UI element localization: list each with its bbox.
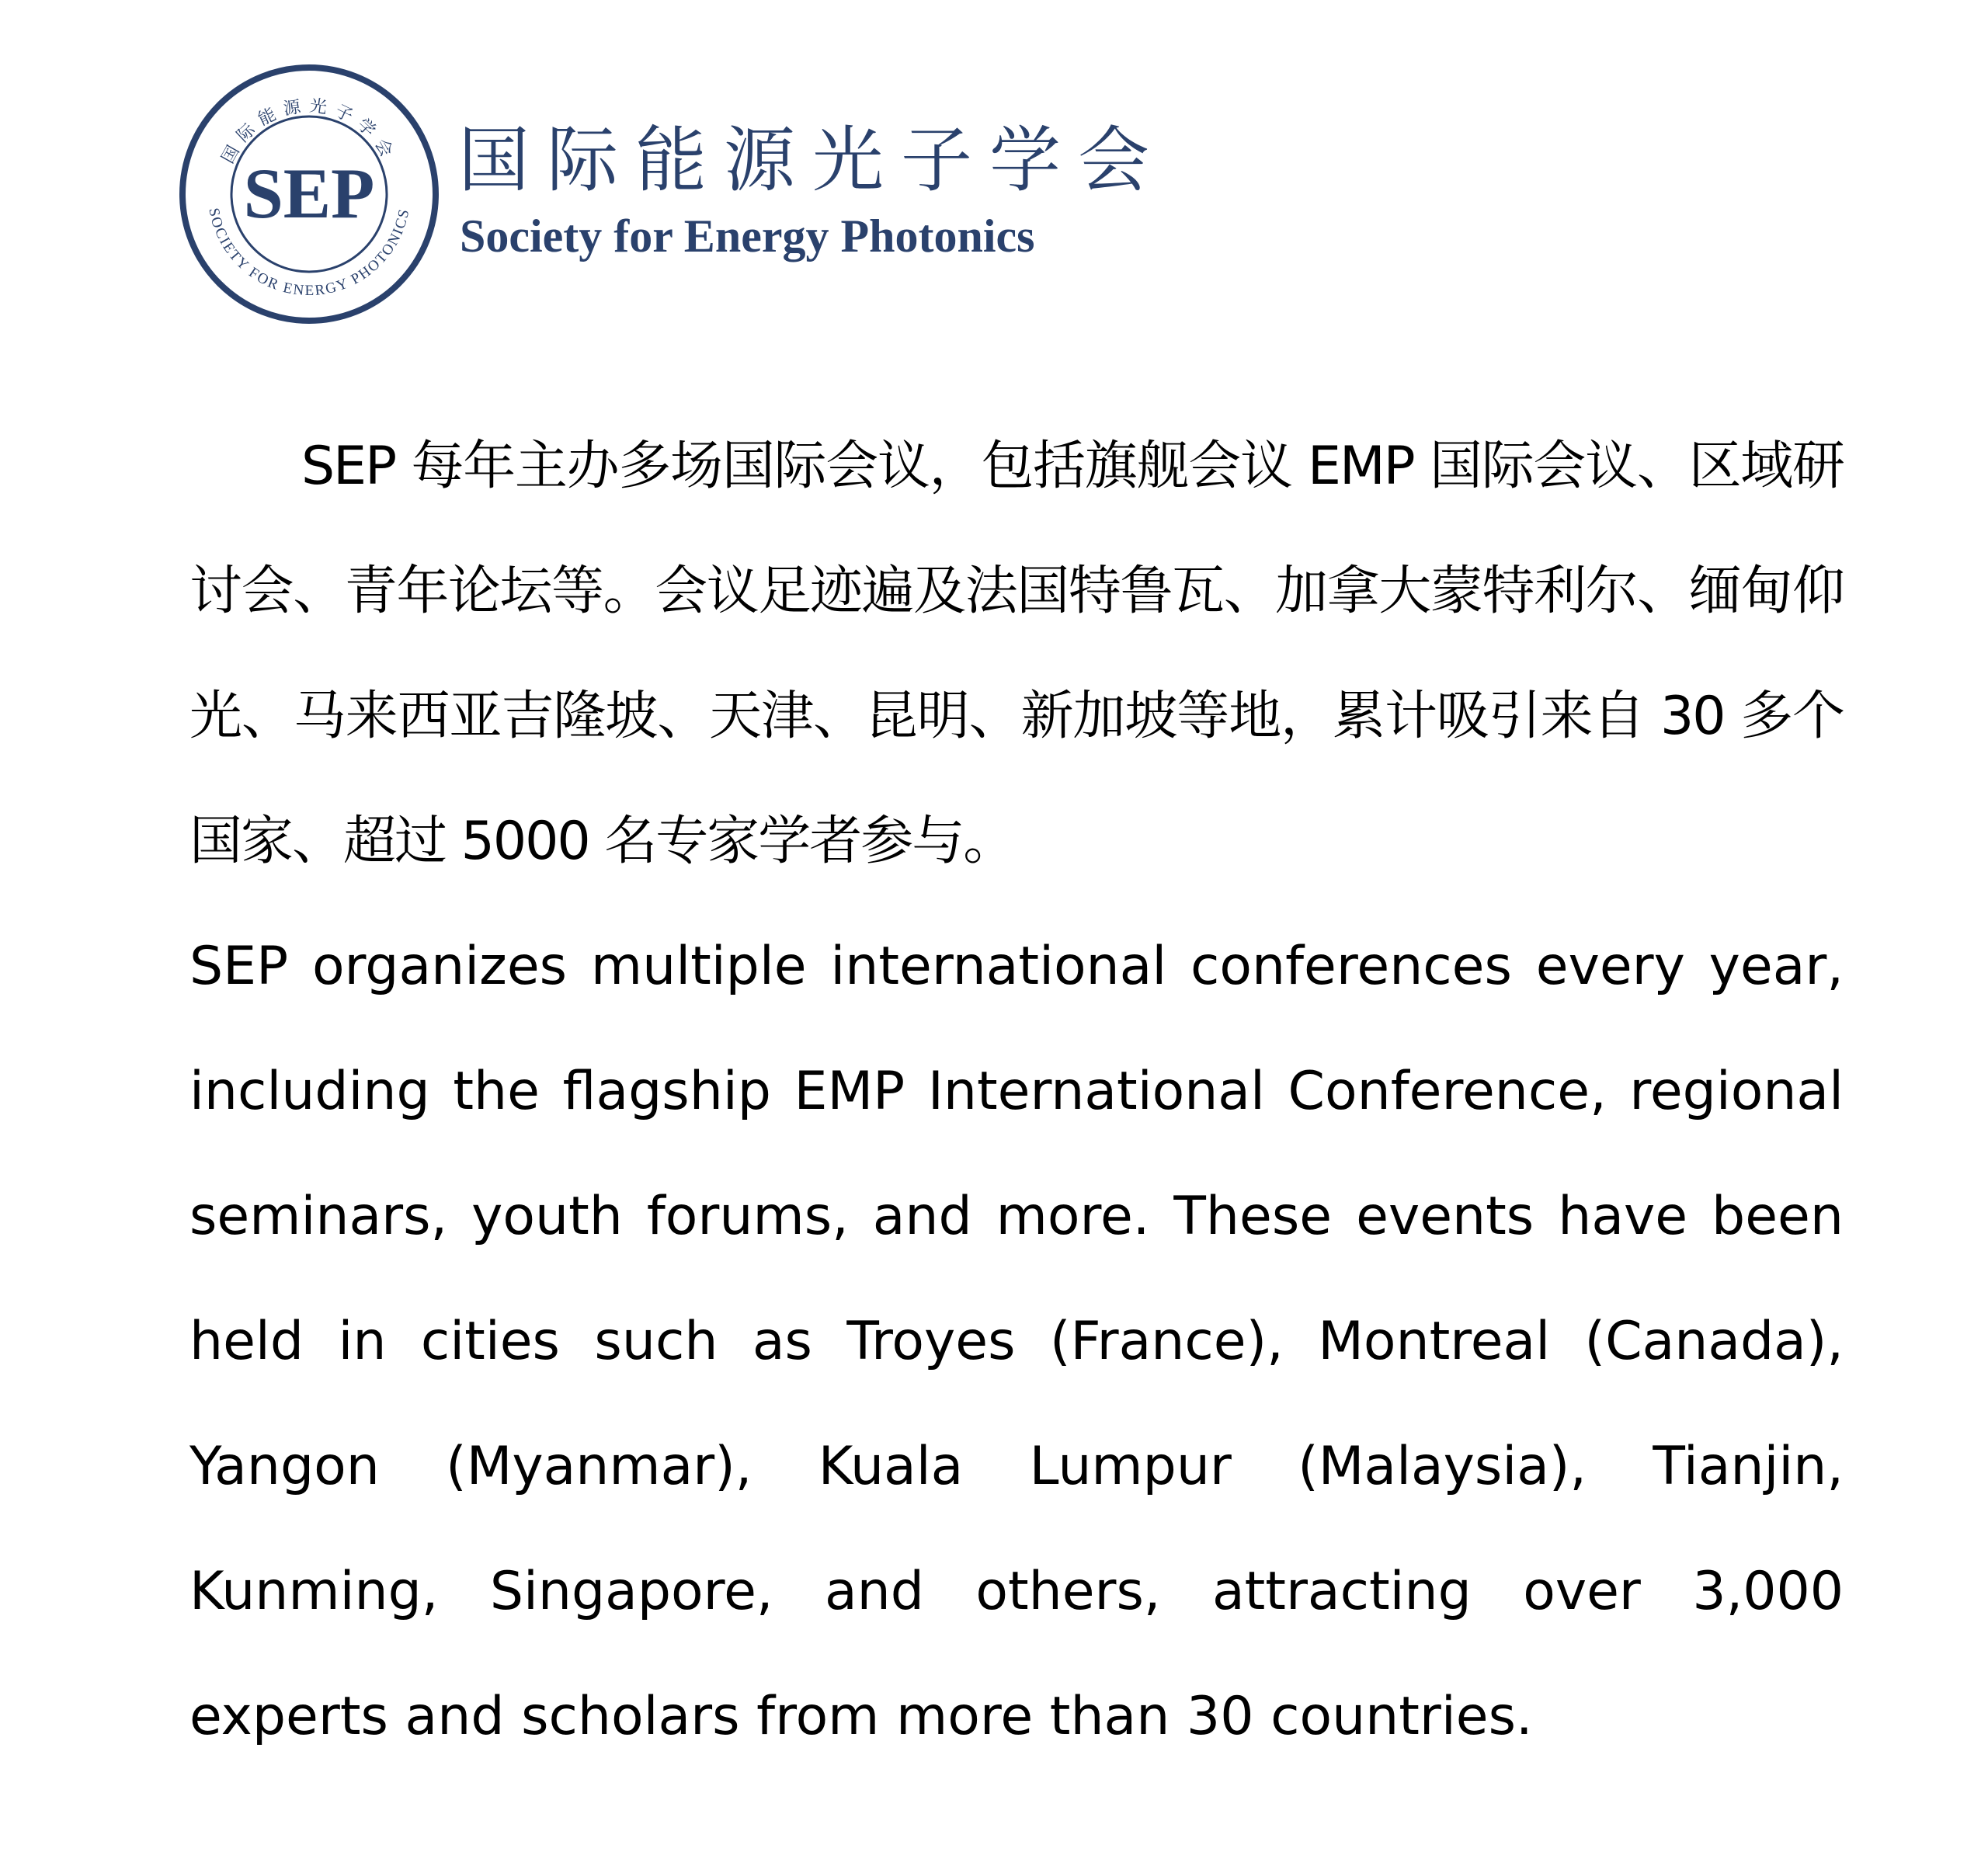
paragraph-english: SEP organizes multiple international conferences every year, including the flagship EMP International Conference, regional seminars, youth forums, and more. These events have been held in cities such as Troyes (France), Montreal (Canada), Yangon (Myanmar), Kuala Lumpur (Malaysia), Tianjin, Kunming, Singapore, and others, attracting over 3,000 experts and scholars from more than 30 countries. [189, 936, 1844, 1747]
article-body [189, 404, 1844, 1779]
org-name-english: Society for Energy Photonics [460, 210, 1035, 262]
header [177, 62, 1167, 326]
svg-text:国际能源光子学会: 国际能源光子学会 [218, 96, 400, 167]
sep-seal-logo [177, 62, 441, 326]
svg-text:SOCIETY FOR ENERGY PHOTONICS: SOCIETY FOR ENERGY PHOTONICS [205, 207, 413, 300]
org-name-chinese: 国际能源光子学会 [458, 119, 1167, 202]
svg-text:SEP: SEP [243, 154, 375, 233]
paragraph-chinese: SEP 每年主办多场国际会议，包括旗舰会议 EMP 国际会议、区域研讨会、青年论坛等。会议足迹遍及法国特鲁瓦、加拿大蒙特利尔、缅甸仰光、马来西亚吉隆坡、天津、昆明、新加坡等地，累计吸引来自 30 多个国家、超过 5000 名专家学者参与。 [189, 436, 1844, 872]
